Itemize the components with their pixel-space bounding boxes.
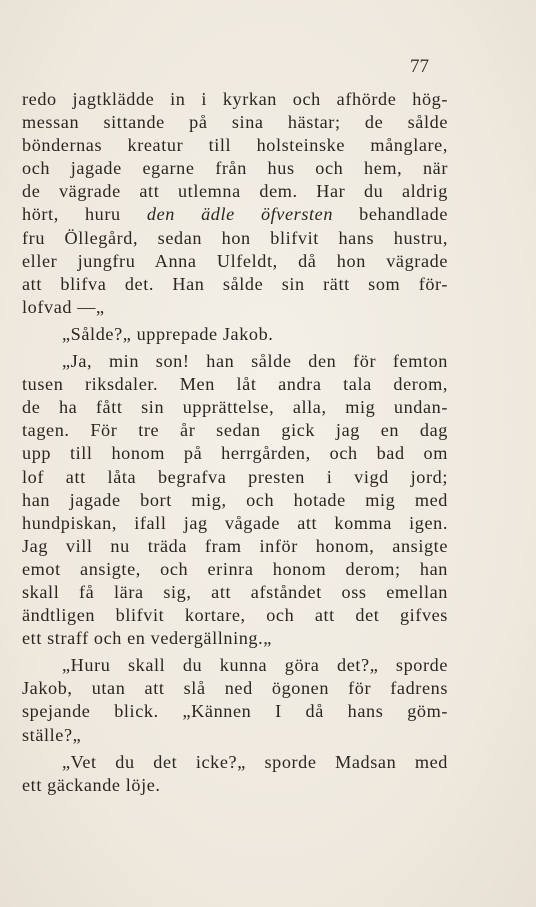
text-line: fru Öllegård, sedan hon blifvit hans hustru,	[22, 227, 448, 248]
text-line: tagen. För tre år sedan gick jag en dag	[22, 420, 448, 441]
text-line: upp till honom på herrgården, och bad om	[22, 443, 448, 464]
text-line: böndernas kreatur till holsteinske månglare,	[22, 135, 448, 156]
text-line: skall få lära sig, att afståndet oss emellan	[22, 581, 448, 602]
page-number: 77	[410, 56, 429, 77]
text-line: „Vet du det icke?„ sporde Madsan med	[62, 751, 448, 772]
text-line: han jagade bort mig, och hotade mig med	[22, 489, 448, 510]
text-line: tusen riksdaler. Men låt andra tala derom,	[22, 374, 448, 395]
text-line: och jagade egarne från hus och hem, när	[22, 158, 448, 179]
text-line: spejande blick. „Kännen I då hans göm-	[22, 701, 448, 722]
text-line: de vägrade att utlemna dem. Har du aldrig	[22, 181, 448, 202]
text-line: ett gäckande löje.	[22, 774, 161, 795]
italic-phrase: den ädle öfversten	[146, 204, 334, 225]
text-line: ändtligen blifvit kortare, och att det gifves	[22, 605, 448, 626]
text-line: „Ja, min son! han sålde den för femton	[62, 351, 448, 372]
text-line: „Huru skall du kunna göra det?„ sporde	[62, 655, 448, 676]
text-line-with-italic	[22, 203, 448, 226]
text-line: Jag vill nu träda fram inför honom, ansigte	[22, 535, 448, 556]
text-line: „Sålde?„ upprepade Jakob.	[62, 323, 274, 344]
text-line: lofvad —„	[22, 296, 105, 317]
body-text	[22, 88, 448, 797]
text-line: att blifva det. Han sålde sin rätt som för-	[22, 273, 448, 294]
text-line: ställe?„	[22, 724, 82, 745]
text-line: ett straff och en vedergällning.„	[22, 628, 272, 649]
text-segment: hört, huru	[22, 204, 147, 225]
text-line: Jakob, utan att slå ned ögonen för fadrens	[22, 678, 448, 699]
text-line: emot ansigte, och erinra honom derom; han	[22, 558, 448, 579]
text-line: redo jagtklädde in i kyrkan och afhörde hög-	[22, 89, 448, 109]
text-line: hundpiskan, ifall jag vågade att komma igen.	[22, 512, 448, 533]
text-line: de ha fått sin upprättelse, alla, mig undan-	[22, 397, 448, 418]
text-line: messan sittande på sina hästar; de sålde	[22, 112, 448, 133]
text-line: lof att låta begrafva presten i vigd jord;	[22, 466, 448, 487]
text-line: eller jungfru Anna Ulfeldt, då hon vägrade	[22, 250, 448, 271]
text-segment: behandlade	[333, 204, 448, 225]
